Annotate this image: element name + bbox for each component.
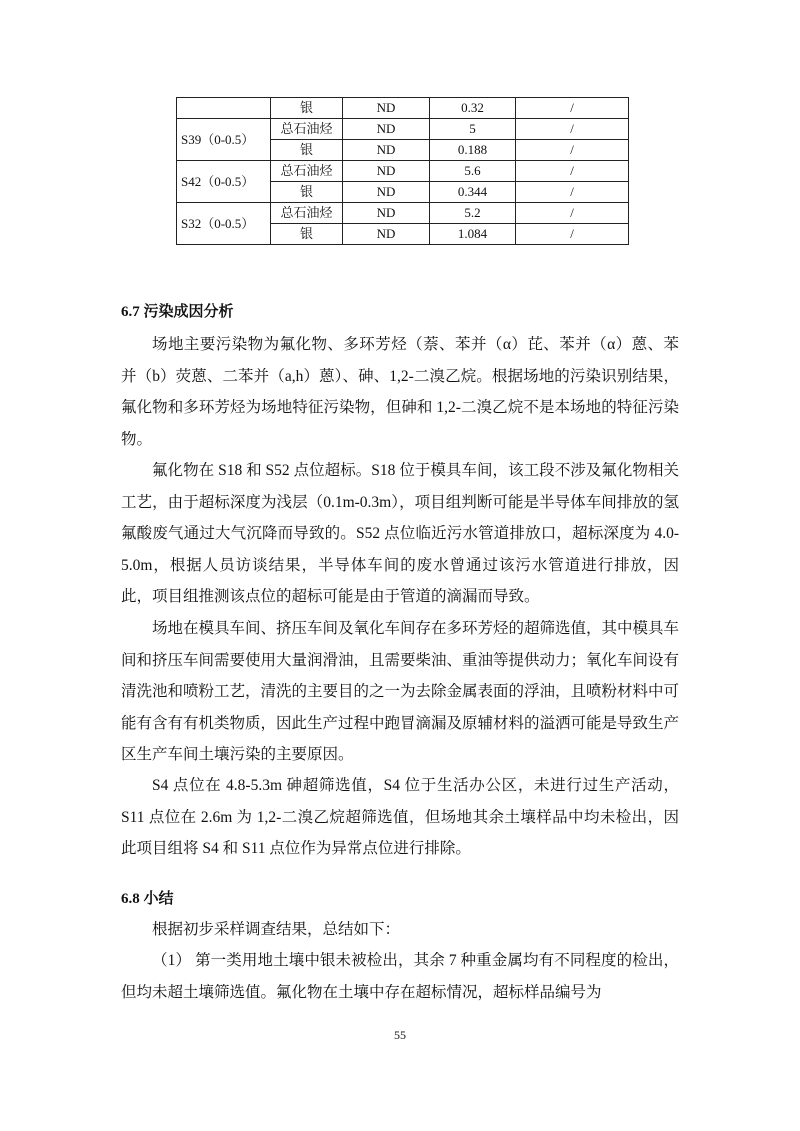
note-cell: / bbox=[516, 140, 629, 161]
detect-cell: ND bbox=[343, 224, 430, 245]
detect-cell: ND bbox=[343, 203, 430, 224]
value-cell: 5.6 bbox=[430, 161, 516, 182]
detect-cell: ND bbox=[343, 161, 430, 182]
note-cell: / bbox=[516, 203, 629, 224]
site-cell: S39（0-0.5） bbox=[177, 119, 271, 161]
table-row bbox=[177, 161, 629, 182]
value-cell: 5.2 bbox=[430, 203, 516, 224]
item-cell: 总石油烃 bbox=[271, 161, 343, 182]
paragraph: 场地主要污染物为氟化物、多环芳烃（萘、苯并（α）芘、苯并（α）蒽、苯并（b）荧蒽、二苯并（a,h）蒽）、砷、1,2-二溴乙烷。根据场地的污染识别结果，氟化物和多环芳烃为场地特征污染物，但砷和 1,2-二溴乙烷不是本场地的特征污染物。 bbox=[121, 336, 679, 448]
value-cell: 0.188 bbox=[430, 140, 516, 161]
value-cell: 0.344 bbox=[430, 182, 516, 203]
table-row bbox=[177, 203, 629, 224]
value-cell: 0.32 bbox=[430, 98, 516, 119]
item-cell: 银 bbox=[271, 182, 343, 203]
detect-cell: ND bbox=[343, 98, 430, 119]
paragraph: 氟化物在 S18 和 S52 点位超标。S18 位于模具车间，该工段不涉及氟化物相关工艺，由于超标深度为浅层（0.1m-0.3m），项目组判断可能是半导体车间排放的氢氟酸废气通过大气沉降而导致的。S52 点位临近污水管道排放口，超标深度为 4.0-5.0m，根据人员访谈结果，半导体车间的废水曾通过该污水管道进行排放，因此，项目组推测该点位的超标可能是由于管道的滴漏而导致。 bbox=[121, 462, 679, 605]
results-table bbox=[176, 97, 629, 245]
section-heading-6-8: 6.8 小结 bbox=[121, 891, 174, 907]
item-cell: 总石油烃 bbox=[271, 203, 343, 224]
detect-cell: ND bbox=[343, 140, 430, 161]
item-cell: 总石油烃 bbox=[271, 119, 343, 140]
value-cell: 5 bbox=[430, 119, 516, 140]
site-cell: S32（0-0.5） bbox=[177, 203, 271, 245]
site-cell: S42（0-0.5） bbox=[177, 161, 271, 203]
paragraph: 场地在模具车间、挤压车间及氧化车间存在多环芳烃的超筛选值，其中模具车间和挤压车间需要使用大量润滑油，且需要柴油、重油等提供动力；氧化车间设有清洗池和喷粉工艺，清洗的主要目的之一为去除金属表面的浮油，且喷粉材料中可能有含有有机类物质，因此生产过程中跑冒滴漏及原辅材料的溢洒可能是导致生产区生产车间土壤污染的主要原因。 bbox=[121, 620, 680, 763]
table-row bbox=[177, 119, 629, 140]
note-cell: / bbox=[516, 224, 629, 245]
site-cell bbox=[177, 98, 271, 119]
section-heading-6-7: 6.7 污染成因分析 bbox=[121, 304, 234, 320]
note-cell: / bbox=[516, 182, 629, 203]
item-cell: 银 bbox=[271, 224, 343, 245]
note-cell: / bbox=[516, 98, 629, 119]
note-cell: / bbox=[516, 119, 629, 140]
value-cell: 1.084 bbox=[430, 224, 516, 245]
paragraph: S4 点位在 4.8-5.3m 砷超筛选值，S4 位于生活办公区，未进行过生产活动，S11 点位在 2.6m 为 1,2-二溴乙烷超筛选值，但场地其余土壤样品中均未检出，因此项目组将 S4 和 S11 点位作为异常点位进行排除。 bbox=[121, 777, 679, 857]
item-cell: 银 bbox=[271, 98, 343, 119]
item-cell: 银 bbox=[271, 140, 343, 161]
detect-cell: ND bbox=[343, 119, 430, 140]
detect-cell: ND bbox=[343, 182, 430, 203]
page-number: 55 bbox=[394, 1028, 406, 1042]
table-row bbox=[177, 98, 629, 119]
note-cell: / bbox=[516, 161, 629, 182]
paragraph: 根据初步采样调查结果，总结如下： bbox=[152, 921, 401, 938]
paragraph: （1） 第一类用地土壤中银未被检出，其余 7 种重金属均有不同程度的检出，但均未超土壤筛选值。氟化物在土壤中存在超标情况，超标样品编号为 bbox=[121, 952, 679, 1001]
